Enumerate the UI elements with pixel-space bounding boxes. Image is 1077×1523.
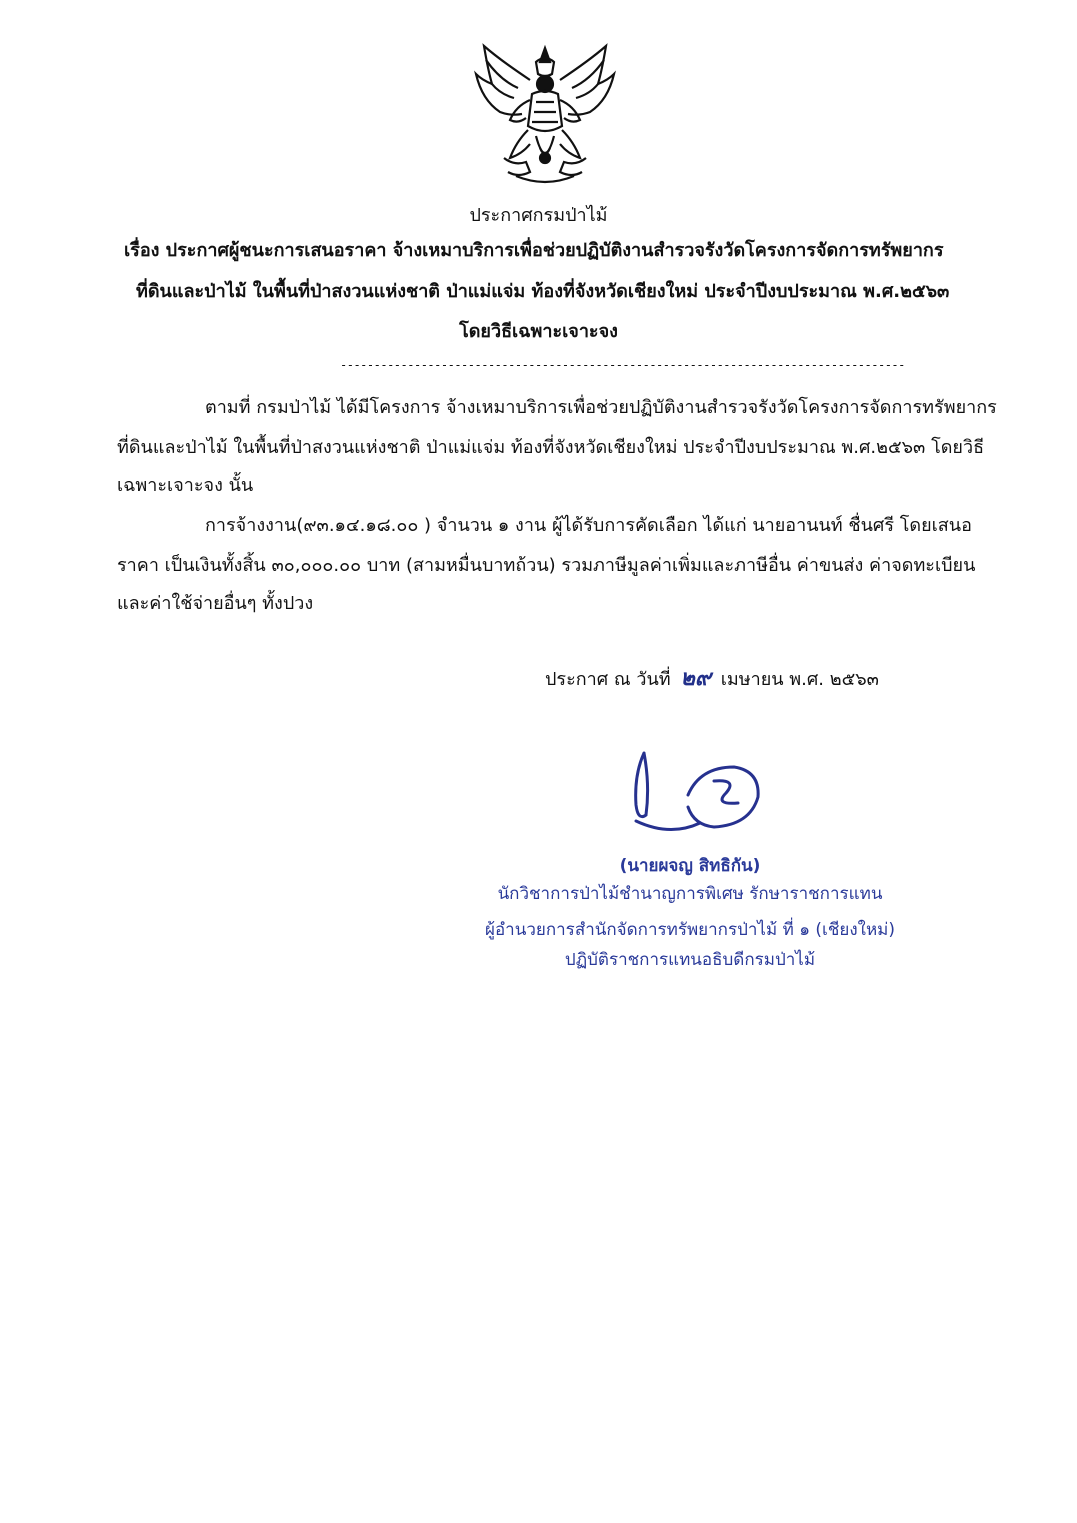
- para2-line-1: การจ้างงาน(๙๓.๑๔.๑๘.๐๐ ) จำนวน ๑ งาน ผู้ได้รับการคัดเลือก ได้แก่ นายอานนท์ ชื่นศรี โดยเสนอ: [205, 515, 972, 536]
- announce-prefix: ประกาศ ณ วันที่: [545, 669, 671, 690]
- garuda-emblem-icon: [470, 40, 620, 190]
- signatory-position-1-text: นักวิชาการป่าไม้ชำนาญการพิเศษ รักษาราชการแทน: [497, 884, 883, 904]
- para1-line-2: ที่ดินและป่าไม้ ในพื้นที่ป่าสงวนแห่งชาติ ป่าแม่แจ่ม ท้องที่จังหวัดเชียงใหม่ ประจำปีงบประมาณ พ.ศ.๒๕๖๓ โดยวิธี: [117, 437, 985, 458]
- announce-suffix: เมษายน พ.ศ. ๒๕๖๓: [720, 669, 879, 690]
- header-divider: ------------------------------------------------------------------------------------: [340, 358, 905, 372]
- agency-title: ประกาศกรมป่าไม้: [469, 205, 608, 226]
- subject-line-3: โดยวิธีเฉพาะเจาะจง: [459, 321, 618, 342]
- subject-line-2: ที่ดินและป่าไม้ ในพื้นที่ป่าสงวนแห่งชาติ ป่าแม่แจ่ม ท้องที่จังหวัดเชียงใหม่ ประจำปีงบประมาณ พ.ศ.๒๕๖๓: [136, 281, 950, 302]
- signatory-position-1: [470, 880, 910, 907]
- announce-date: [545, 660, 879, 695]
- signature-icon: [610, 745, 790, 845]
- announce-day: ๒๙: [680, 666, 711, 691]
- signatory-position-2: ผู้อำนวยการสำนักจัดการทรัพยากรป่าไม้ ที่ ๑ (เชียงใหม่): [485, 920, 895, 940]
- para1-line-3: เฉพาะเจาะจง นั้น: [117, 475, 254, 496]
- signatory-position-3: ปฏิบัติราชการแทนอธิบดีกรมป่าไม้: [564, 950, 816, 970]
- para2-line-2: ราคา เป็นเงินทั้งสิ้น ๓๐,๐๐๐.๐๐ บาท (สามหมื่นบาทถ้วน) รวมภาษีมูลค่าเพิ่มและภาษีอื่น ค่าขนส่ง ค่าจดทะเบียน: [117, 555, 976, 576]
- para2-line-3: และค่าใช้จ่ายอื่นๆ ทั้งปวง: [117, 593, 314, 614]
- subject-line-1: เรื่อง ประกาศผู้ชนะการเสนอราคา จ้างเหมาบริการเพื่อช่วยปฏิบัติงานสำรวจรังวัดโครงการจัดการทรัพยากร: [124, 240, 944, 261]
- signatory-name: (นายผจญ สิทธิกัน): [619, 856, 761, 876]
- para1-line-1: ตามที่ กรมป่าไม้ ได้มีโครงการ จ้างเหมาบริการเพื่อช่วยปฏิบัติงานสำรวจรังวัดโครงการจัดการทรัพยากร: [205, 397, 997, 418]
